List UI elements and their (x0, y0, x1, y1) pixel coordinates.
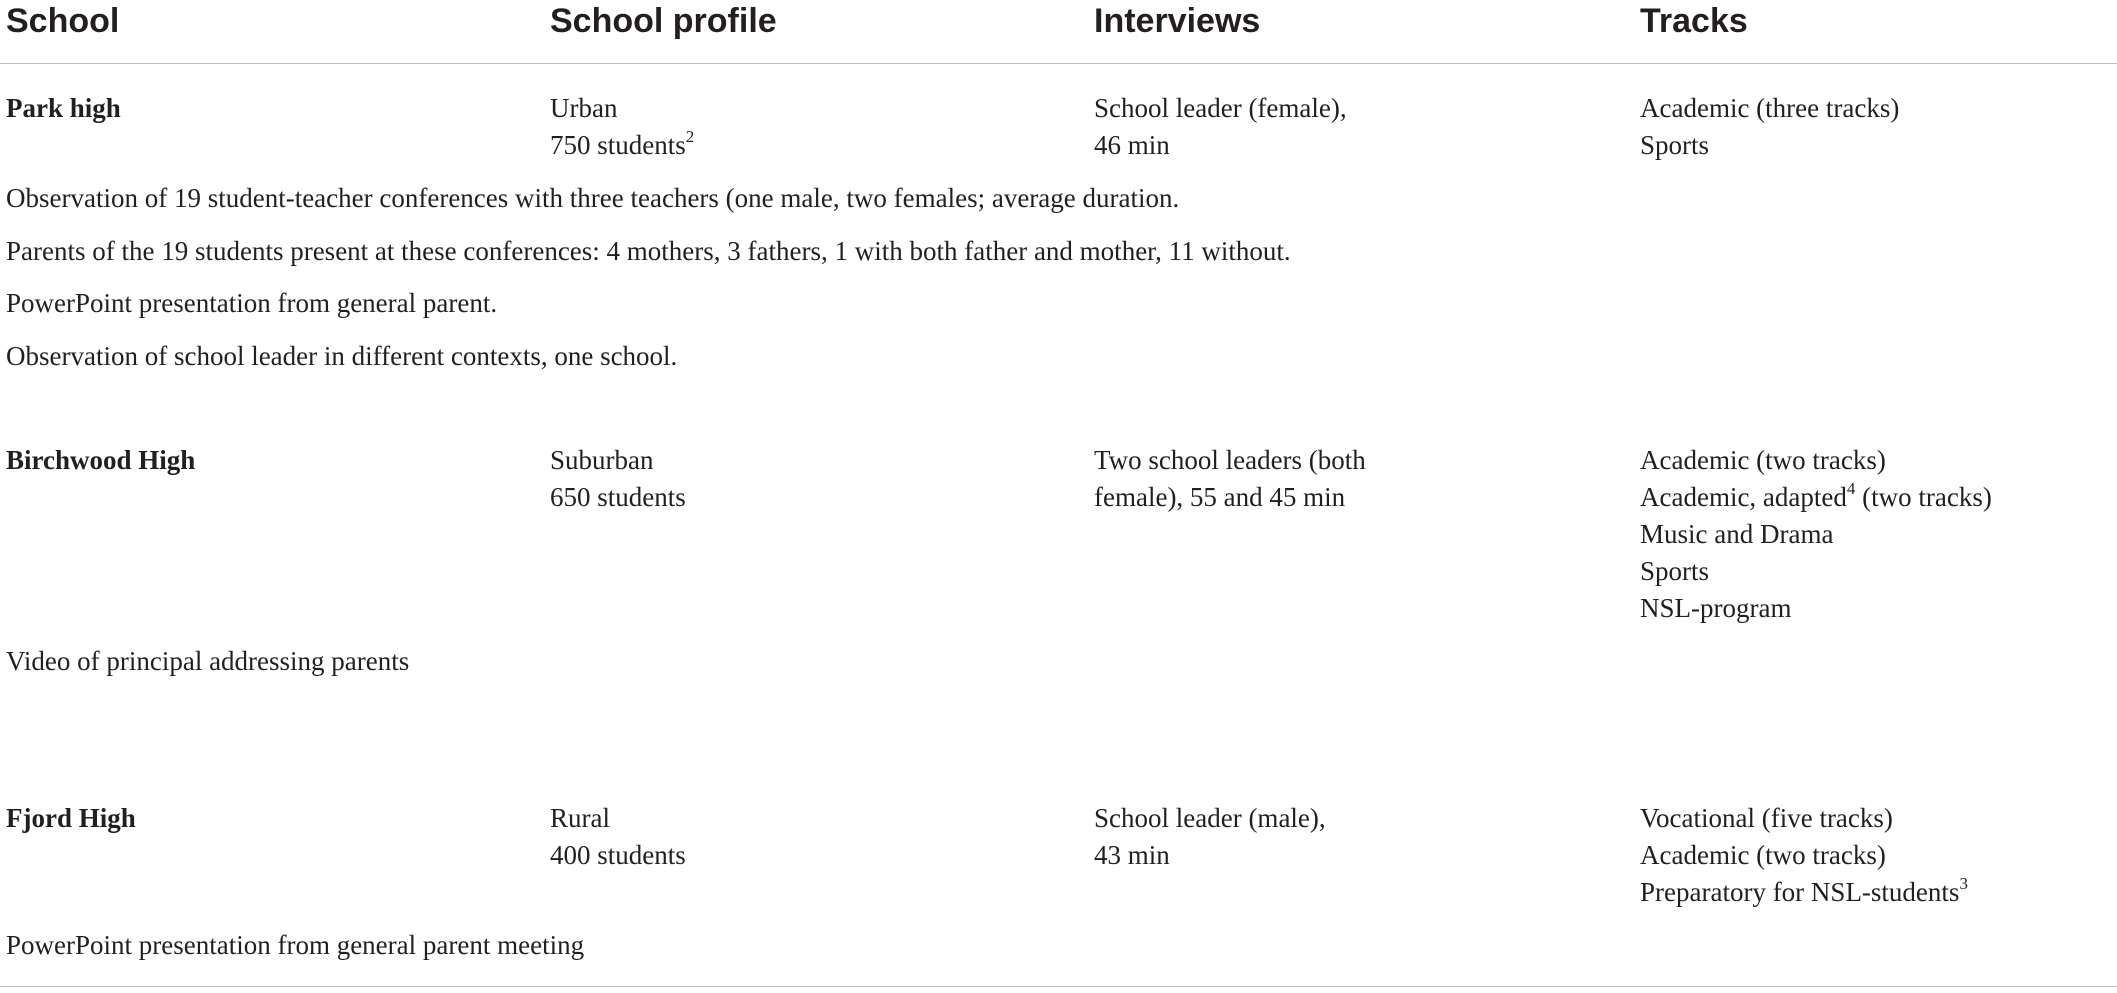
tracks (1640, 442, 1992, 627)
row-note: Parents of the 19 students present at these conferences: 4 mothers, 3 fathers, 1 with both father and mother, 11 without. (6, 236, 1291, 266)
school-profile (550, 442, 686, 516)
interviews: School leader (male), 43 min (1094, 803, 1326, 870)
track-item: Academic (two tracks) (1640, 445, 1886, 475)
track-item: Music and Drama (1640, 519, 1834, 549)
school-name: Fjord High (6, 803, 136, 833)
bottom-rule (0, 986, 2117, 987)
row-note: PowerPoint presentation from general parent. (6, 288, 498, 318)
school-name: Birchwood High (6, 445, 196, 475)
profile-students: 400 students (550, 840, 686, 870)
footnote-marker: 3 (1959, 874, 1968, 893)
header-rule (0, 63, 2117, 64)
footnote-marker: 4 (1846, 479, 1856, 498)
profile-setting: Rural (550, 803, 610, 833)
row-note: Observation of school leader in different contexts, one school. (6, 341, 678, 371)
track-item: Preparatory for NSL-students$^3$ (1640, 874, 1968, 907)
tracks (1640, 800, 1968, 911)
school-name: Park high (6, 93, 121, 123)
track-item: Academic (two tracks) (1640, 840, 1886, 870)
row-note: Video of principal addressing parents (6, 646, 410, 676)
tracks (1640, 90, 1899, 164)
track-item: Vocational (five tracks) (1640, 803, 1893, 833)
column-header-school: School (6, 2, 120, 40)
track-item: Academic (three tracks) (1640, 93, 1900, 123)
track-item: Academic, adapted$^4$ (two tracks) (1640, 479, 1992, 512)
interviews: School leader (female), 46 min (1094, 93, 1347, 160)
row-note: Observation of 19 student-teacher conferences with three teachers (one male, two females; average duration. (6, 183, 1180, 213)
interviews: Two school leaders (both female), 55 and 45 min (1094, 445, 1366, 512)
track-item: Sports (1640, 556, 1710, 586)
school-profile (550, 90, 694, 164)
row-note: PowerPoint presentation from general parent meeting (6, 930, 585, 960)
profile-students: 650 students (550, 482, 686, 512)
column-header-tracks: Tracks (1640, 2, 1748, 40)
column-header-interviews: Interviews (1094, 2, 1261, 40)
track-item: Sports (1640, 130, 1710, 160)
track-item: NSL-program (1640, 593, 1792, 623)
column-header-school-profile: School profile (550, 2, 777, 40)
profile-setting: Urban (550, 93, 618, 123)
footnote-marker: 2 (685, 127, 695, 146)
school-profile (550, 800, 686, 874)
profile-setting: Suburban (550, 445, 654, 475)
profile-students: 750 students$^2$ (550, 127, 695, 160)
